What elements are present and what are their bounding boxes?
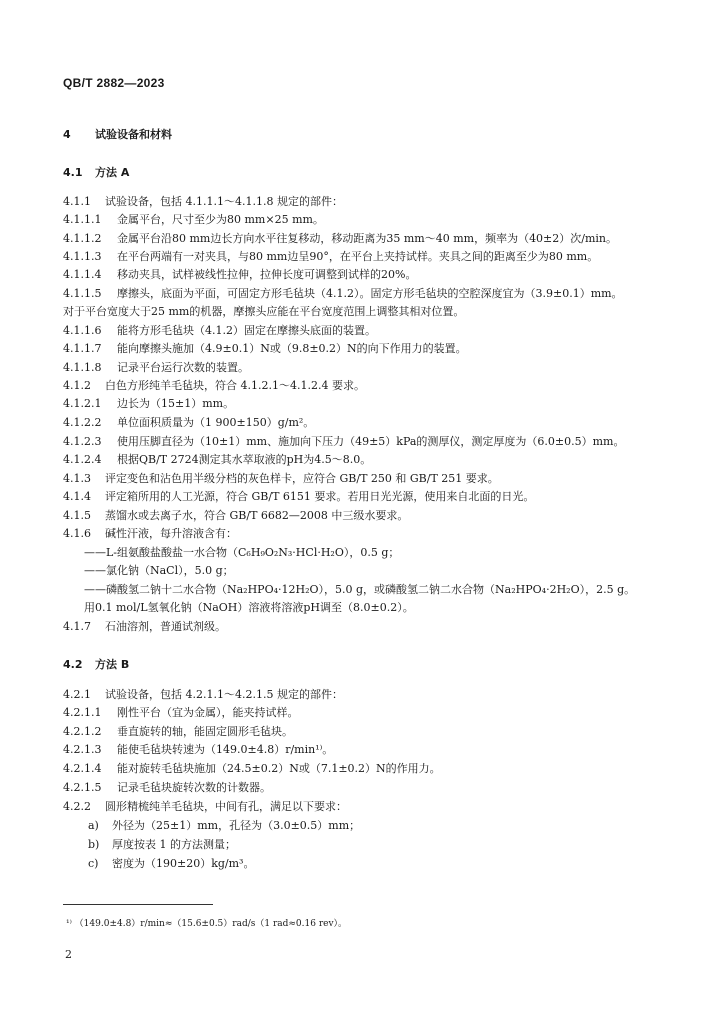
- body-line: [63, 762, 441, 776]
- clause-number: 4.2.1.2: [63, 725, 102, 738]
- clause-number: 4.1.1.7: [63, 342, 102, 355]
- section-heading: [63, 166, 129, 180]
- clause-number: 4.1.2.1: [63, 397, 102, 410]
- body-line: [63, 800, 347, 814]
- body-line: [63, 397, 234, 411]
- clause-text: 蒸馏水或去离子水，符合 GB/T 6682—2008 中三级水要求。: [105, 509, 409, 522]
- footnote: ¹⁾ （149.0±4.8）r/min≈（15.6±0.5）rad/s（1 rad≈0.16 rev）。: [66, 919, 348, 929]
- clause-number: 4.1.1.5: [63, 287, 102, 300]
- clause-number: a): [88, 819, 99, 832]
- clause-number: 4.1.1.6: [63, 324, 102, 337]
- clause-text: 单位面积质量为（1 900±150）g/m²。: [117, 416, 315, 429]
- document-code-header: QB/T 2882—2023: [63, 76, 165, 90]
- clause-text: 移动夹具，试样被线性拉伸，拉伸长度可调整到试样的20%。: [117, 268, 417, 281]
- clause-text: 方法 A: [95, 166, 130, 179]
- body-line: [63, 743, 333, 757]
- clause-text: 在平台两端有一对夹具，与80 mm边呈90°，在平台上夹持试样。夹具之间的距离至少为80 mm。: [117, 250, 599, 263]
- clause-number: 4.1.7: [63, 620, 91, 633]
- body-line: [63, 342, 467, 356]
- body-line: [63, 706, 299, 720]
- body-line: [63, 725, 293, 739]
- clause-text: 摩擦头，底面为平面，可固定方形毛毡块（4.1.2）。固定方形毛毡块的空腔深度宜为（3.9±0.1）mm。: [117, 287, 623, 300]
- clause-number: 4.1.3: [63, 472, 91, 485]
- clause-text: 评定箱所用的人工光源，符合 GB/T 6151 要求。若用日光光源，使用来自北面的日光。: [105, 490, 535, 503]
- clause-text: 垂直旋转的轴，能固定圆形毛毡块。: [117, 725, 293, 738]
- clause-number: 4.2.1.1: [63, 706, 102, 719]
- body-line: [63, 472, 499, 486]
- body-line: [88, 838, 236, 852]
- body-line: [63, 213, 324, 227]
- body-line: [84, 583, 635, 597]
- section-heading: [63, 658, 129, 672]
- clause-text: 圆形精梳纯羊毛毡块，中间有孔，满足以下要求：: [105, 800, 347, 813]
- body-line: [63, 379, 365, 393]
- clause-text: 金属平台，尺寸至少为80 mm×25 mm。: [117, 213, 324, 226]
- clause-number: c): [88, 857, 99, 870]
- clause-text: 评定变色和沾色用半级分档的灰色样卡，应符合 GB/T 250 和 GB/T 251 要求。: [105, 472, 499, 485]
- clause-text: 刚性平台（宜为金属），能夹持试样。: [117, 706, 299, 719]
- clause-text: 能使毛毡块转速为（149.0±4.8）r/min¹⁾。: [117, 743, 334, 756]
- clause-text: 金属平台沿80 mm边长方向水平往复移动，移动距离为35 mm～40 mm，频率为（40±2）次/min。: [117, 232, 618, 245]
- clause-number: 4.1.1: [63, 195, 91, 208]
- body-line: [63, 453, 371, 467]
- body-line: [63, 527, 237, 541]
- clause-text: 厚度按表 1 的方法测量；: [112, 838, 236, 851]
- clause-number: 4.2.1.5: [63, 781, 102, 794]
- body-line: [84, 601, 414, 615]
- body-line: [63, 688, 343, 702]
- body-line: [88, 819, 360, 833]
- clause-number: 4: [63, 128, 71, 141]
- clause-text: 边长为（15±1）mm。: [117, 397, 235, 410]
- clause-text: 记录毛毡块旋转次数的计数器。: [117, 781, 271, 794]
- clause-text: 试验设备和材料: [95, 128, 172, 141]
- body-line: [84, 564, 234, 578]
- clause-number: 4.1.4: [63, 490, 91, 503]
- clause-number: 4.2.1.4: [63, 762, 102, 775]
- body-line: [84, 546, 399, 560]
- clause-text: 使用压脚直径为（10±1）mm、施加向下压力（49±5）kPa的测厚仪，测定厚度为（6.0±0.5）mm。: [117, 435, 625, 448]
- body-line: [63, 490, 534, 504]
- clause-number: 4.2.1.3: [63, 743, 102, 756]
- body-line: [63, 195, 343, 209]
- clause-number: 4.1.1.2: [63, 232, 102, 245]
- clause-text: 根据QB/T 2724测定其水萃取液的pH为4.5～8.0。: [117, 453, 372, 466]
- clause-number: 4.1.1.3: [63, 250, 102, 263]
- body-line: [63, 509, 408, 523]
- body-line: [63, 361, 249, 375]
- clause-number: 4.1.1.8: [63, 361, 102, 374]
- clause-text: 试验设备，包括 4.2.1.1～4.2.1.5 规定的部件：: [105, 688, 343, 701]
- clause-text: 能对旋转毛毡块施加（24.5±0.2）N或（7.1±0.2）N的作用力。: [117, 762, 441, 775]
- clause-text: 对于平台宽度大于25 mm的机器，摩擦头应能在平台宽度范围上调整其相对位置。: [63, 305, 465, 318]
- body-line: [63, 324, 376, 338]
- clause-text: 能向摩擦头施加（4.9±0.1）N或（9.8±0.2）N的向下作用力的装置。: [117, 342, 467, 355]
- clause-text: 白色方形纯羊毛毡块，符合 4.1.2.1～4.1.2.4 要求。: [105, 379, 365, 392]
- clause-text: 方法 B: [95, 658, 130, 671]
- clause-text: ——氯化钠（NaCl），5.0 g；: [84, 564, 234, 577]
- clause-number: 4.1.2.3: [63, 435, 102, 448]
- clause-text: 石油溶剂，普通试剂级。: [105, 620, 226, 633]
- clause-number: 4.1.5: [63, 509, 91, 522]
- clause-number: 4.1.2.4: [63, 453, 102, 466]
- body-line: [88, 857, 254, 871]
- clause-text: 碱性汗液，每升溶液含有：: [105, 527, 237, 540]
- body-line: [63, 305, 464, 319]
- section-heading: [63, 128, 172, 142]
- clause-text: 外径为（25±1）mm，孔径为（3.0±0.5）mm；: [112, 819, 361, 832]
- clause-number: b): [88, 838, 100, 851]
- clause-number: 4.1.2.2: [63, 416, 102, 429]
- clause-text: ——L-组氨酸盐酸盐一水合物（C₆H₉O₂N₃·HCl·H₂O），0.5 g；: [84, 546, 400, 559]
- body-line: [63, 435, 624, 449]
- clause-number: 4.1.1.4: [63, 268, 102, 281]
- body-line: [63, 268, 416, 282]
- body-line: [63, 287, 623, 301]
- clause-number: 4.1.1.1: [63, 213, 102, 226]
- clause-text: 记录平台运行次数的装置。: [117, 361, 249, 374]
- body-line: [63, 620, 226, 634]
- clause-text: 用0.1 mol/L氢氧化钠（NaOH）溶液将溶液pH调至（8.0±0.2）。: [84, 601, 414, 614]
- clause-number: 4.2.1: [63, 688, 91, 701]
- clause-text: 能将方形毛毡块（4.1.2）固定在摩擦头底面的装置。: [117, 324, 376, 337]
- body-line: [63, 781, 271, 795]
- clause-number: 4.1.2: [63, 379, 91, 392]
- body-line: [63, 416, 314, 430]
- clause-number: 4.1.6: [63, 527, 91, 540]
- body-line: [63, 232, 617, 246]
- clause-number: 4.2.2: [63, 800, 91, 813]
- body-line: [63, 250, 598, 264]
- clause-text: 密度为（190±20）kg/m³。: [112, 857, 255, 870]
- footnote-divider: [63, 904, 213, 905]
- clause-number: 4.1: [63, 166, 83, 179]
- clause-text: 试验设备，包括 4.1.1.1～4.1.1.8 规定的部件：: [105, 195, 343, 208]
- clause-number: 4.2: [63, 658, 83, 671]
- clause-text: ——磷酸氢二钠十二水合物（Na₂HPO₄·12H₂O），5.0 g，或磷酸氢二钠二水合物（Na₂HPO₄·2H₂O），2.5 g。: [84, 583, 636, 596]
- page-number: 2: [65, 948, 72, 961]
